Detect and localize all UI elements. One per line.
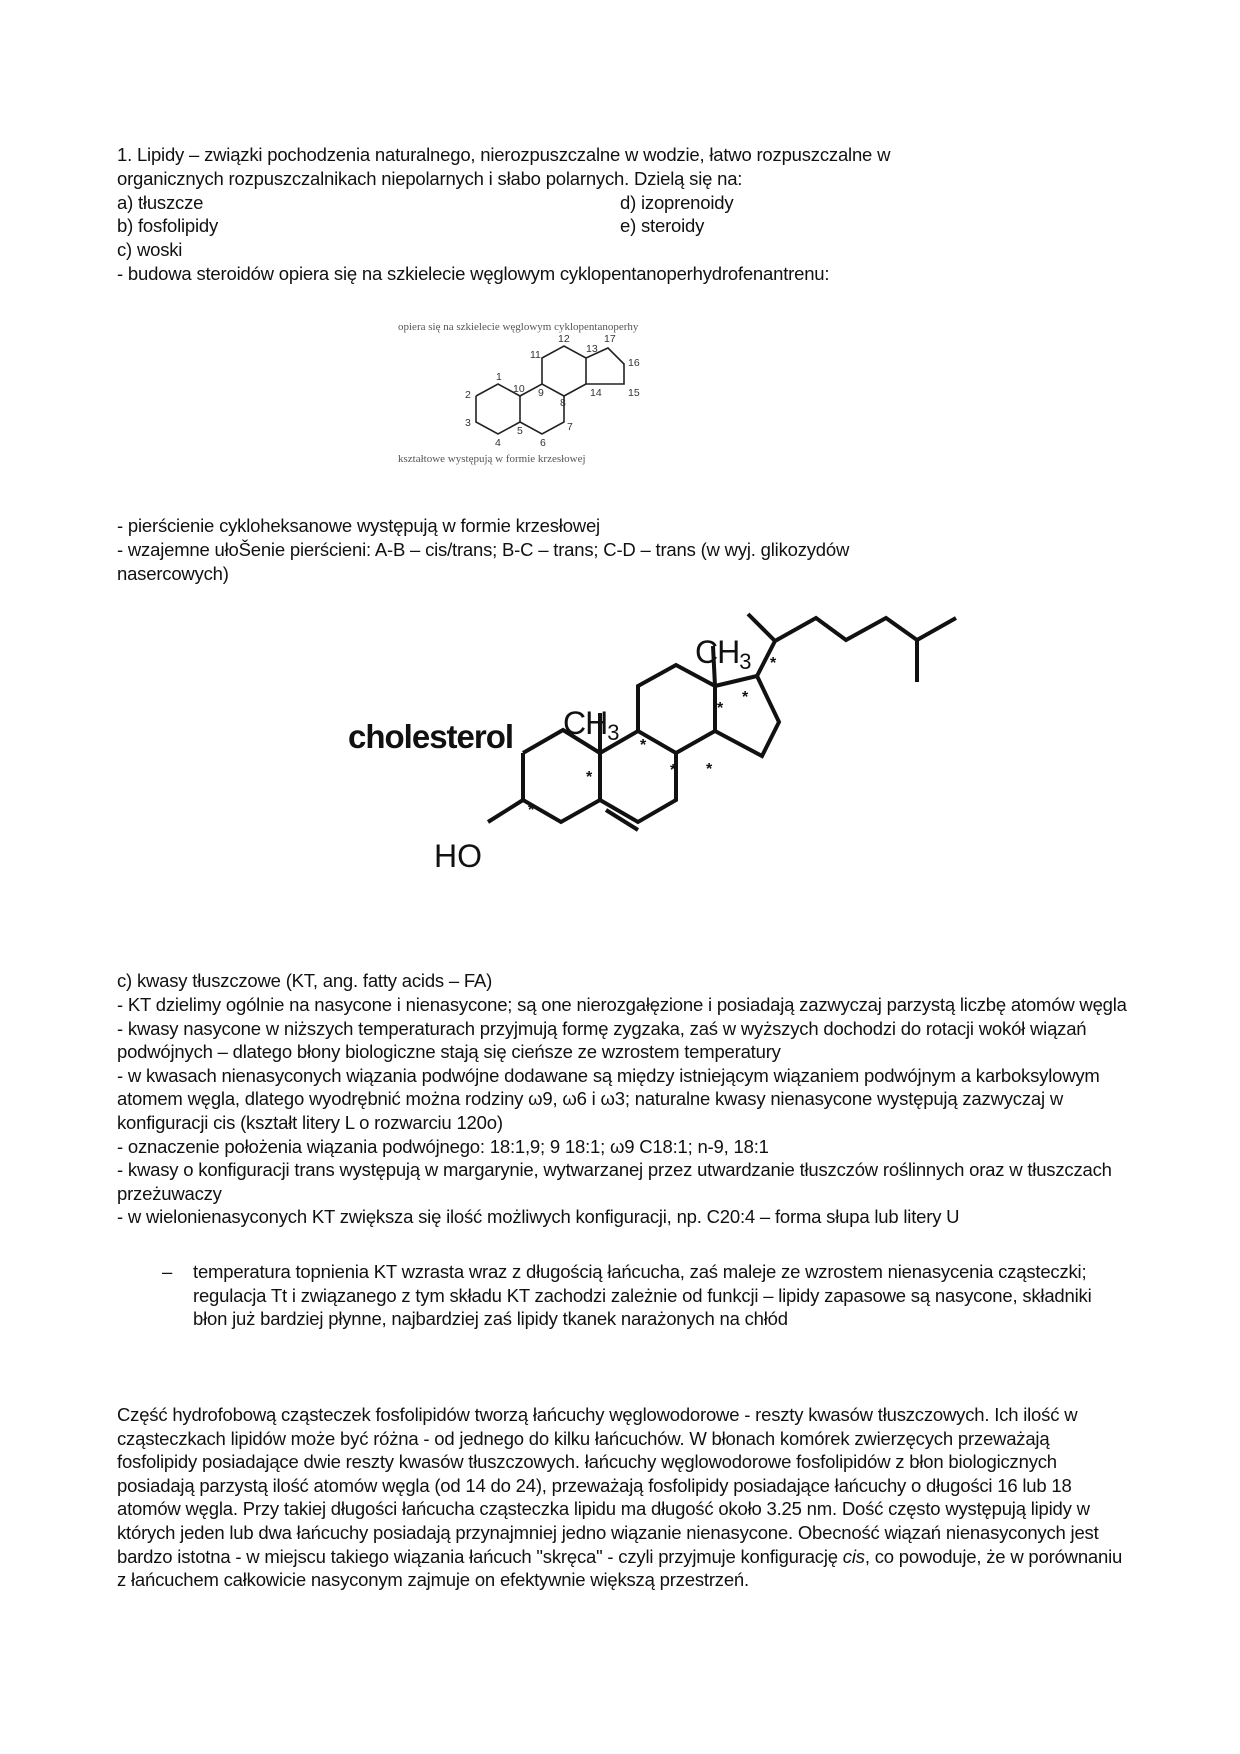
class-item-a: a) tłuszcze xyxy=(117,192,204,213)
svg-text:2: 2 xyxy=(465,389,471,401)
svg-text:6: 6 xyxy=(540,437,546,449)
fatty-acid-bullet: - w wielonienasyconych KT zwiększa się ilość możliwych konfiguracji, np. C20:4 – forma słupa lub litery U xyxy=(117,1206,960,1228)
svg-text:14: 14 xyxy=(590,387,602,399)
svg-text:17: 17 xyxy=(604,333,616,345)
sub-bullet-text: temperatura topnienia KT wzrasta wraz z długością łańcucha, zaś maleje ze wzrostem nienasycenia cząsteczki; regulacja Tt i związanego z tym składu KT zachodzi zależnie od funkcji – lipidy zapasowe są nasycone, składniki błon już bardziej płynne, najbardziej zaś lipidy tkanek narażonych na chłód xyxy=(193,1261,1092,1330)
intro-line-1: 1. Lipidy – związki pochodzenia naturalnego, nierozpuszczalne w wodzie, łatwo rozpuszczalne w xyxy=(117,144,891,165)
phospholipids-paragraph xyxy=(117,1403,1127,1592)
class-item-d: d) izoprenoidy xyxy=(620,192,734,213)
fatty-acid-bullet: - KT dzielimy ogólnie na nasycone i nienasycone; są one nierozgałęzione i posiadają zazwyczaj parzystą liczbę atomów węgla xyxy=(117,994,1127,1015)
skeleton-caption-top: opiera się na szkielecie węglowym cyklopentanoperhy xyxy=(398,321,639,333)
fatty-acids-heading: c) kwasy tłuszczowe (KT, ang. fatty acids – FA) xyxy=(117,970,493,991)
svg-text:4: 4 xyxy=(495,437,501,449)
methyl-label-c18: $CH_3$ xyxy=(695,634,751,674)
svg-text:*: * xyxy=(717,700,724,717)
svg-text:12: 12 xyxy=(558,333,570,345)
atom-numbers xyxy=(465,333,640,449)
fatty-acid-bullet: - oznaczenie położenia wiązania podwójnego: 18:1,9; 9 18:1; ω9 C18:1; n-9, 18:1 xyxy=(117,1135,769,1157)
svg-text:10: 10 xyxy=(513,383,525,395)
svg-text:7: 7 xyxy=(567,421,573,433)
svg-text:15: 15 xyxy=(628,387,640,399)
skeleton-caption-bottom: kształtowe występują w formie krzesłowej xyxy=(398,453,586,465)
fatty-acid-bullet: - kwasy o konfiguracji trans występują w margarynie, wytwarzanej przez utwardzanie tłuszczów roślinnych oraz w tłuszczach przeżuwaczy xyxy=(117,1159,1112,1204)
class-item-b: b) fosfolipidy xyxy=(117,215,219,236)
svg-text:9: 9 xyxy=(538,387,544,399)
intro-line-2: organicznych rozpuszczalnikach niepolarnych i słabo polarnych. Dzielą się na: xyxy=(117,168,743,189)
svg-text:*: * xyxy=(706,761,713,778)
sub-bullet-dash: – xyxy=(162,1261,173,1282)
class-item-e: e) steroidy xyxy=(620,215,705,236)
svg-text:1: 1 xyxy=(496,371,502,383)
cholesterol-title: cholesterol xyxy=(348,718,514,755)
svg-text:3: 3 xyxy=(465,417,471,429)
fatty-acids-bullets xyxy=(117,993,1127,1229)
svg-text:13: 13 xyxy=(586,343,598,355)
rings-line-2: - wzajemne ułoŠenie pierścieni: A-B – cis/trans; B-C – trans; C-D – trans (w wyj. glikozydów xyxy=(117,539,850,560)
svg-text:5: 5 xyxy=(517,425,523,437)
svg-text:*: * xyxy=(528,802,535,819)
svg-text:*: * xyxy=(770,655,777,672)
svg-text:*: * xyxy=(670,762,677,779)
steroid-note: - budowa steroidów opiera się na szkielecie węglowym cyklopentanoperhydrofenantrenu: xyxy=(117,263,830,284)
svg-text:16: 16 xyxy=(628,357,640,369)
methyl-label-c19: $CH_3$ xyxy=(563,705,619,745)
rings-line-3: nasercowych) xyxy=(117,563,229,584)
melting-point-sub-bullet xyxy=(162,1260,1122,1331)
rings-line-1: - pierścienie cykloheksanowe występują w formie krzesłowej xyxy=(117,515,600,536)
svg-text:*: * xyxy=(640,737,647,754)
cholesterol-structure-diagram xyxy=(480,610,970,870)
fatty-acid-bullet: - kwasy nasycone w niższych temperaturach przyjmują formę zygzaka, zaś w wyższych dochodzi do rotacji wokół wiązań podwójnych – dlatego błony biologiczne stają się cieńsze ze wzrostem temperatury xyxy=(117,1017,1087,1063)
cis-term: cis xyxy=(842,1545,865,1567)
hydroxyl-label: HO xyxy=(434,838,482,874)
svg-text:8: 8 xyxy=(560,397,566,409)
class-item-c: c) woski xyxy=(117,239,183,260)
phospholipids-text: Część hydrofobową cząsteczek fosfolipidów tworzą łańcuchy węglowodorowe - reszty kwasów tłuszczowych. Ich ilość w cząsteczkach lipidów może być różna - od jednego do kilku łańcuchów. W błonach komórek zwierzęcych przeważają fosfolipidy posiadające dwie reszty kwasów tłuszczowych. łańcuchy węglowodorowe fosfolipidów z błon biologicznych posiadają parzystą ilość atomów węgla (od 14 do 24), przeważają fosfolipidy posiadające łańcuchy o długości 16 lub 18 atomów węgla. Przy takiej długości łańcucha cząsteczka lipidu ma długość około 3.25 nm. Dość często występują lipidy w których jeden lub dwa łańcuchy posiadają przynajmniej jedno wiązanie nienasycone. Obecność wiązań nienasyconych jest bardzo istotna - w miejscu takiego wiązania łańcuch "skręca" - czyli przyjmuje konfigurację cis, co powoduje, że w porównaniu z łańcuchem całkowicie nasyconym zajmuje on efektywnie większą przestrzeń. xyxy=(117,1404,1123,1591)
fatty-acid-bullet: - w kwasach nienasyconych wiązania podwójne dodawane są między istniejącym wiązaniem podwójnym a karboksylowym atomem węgla, dlatego wyodrębnić można rodziny ω9, ω6 i ω3; naturalne kwasy nienasycone występują zazwyczaj w konfiguracji cis (kształt litery L o rozwarciu 120o) xyxy=(117,1064,1100,1133)
svg-text:*: * xyxy=(586,769,593,786)
svg-text:*: * xyxy=(742,689,749,706)
svg-text:11: 11 xyxy=(530,349,541,361)
steroid-skeleton-diagram xyxy=(460,330,660,450)
